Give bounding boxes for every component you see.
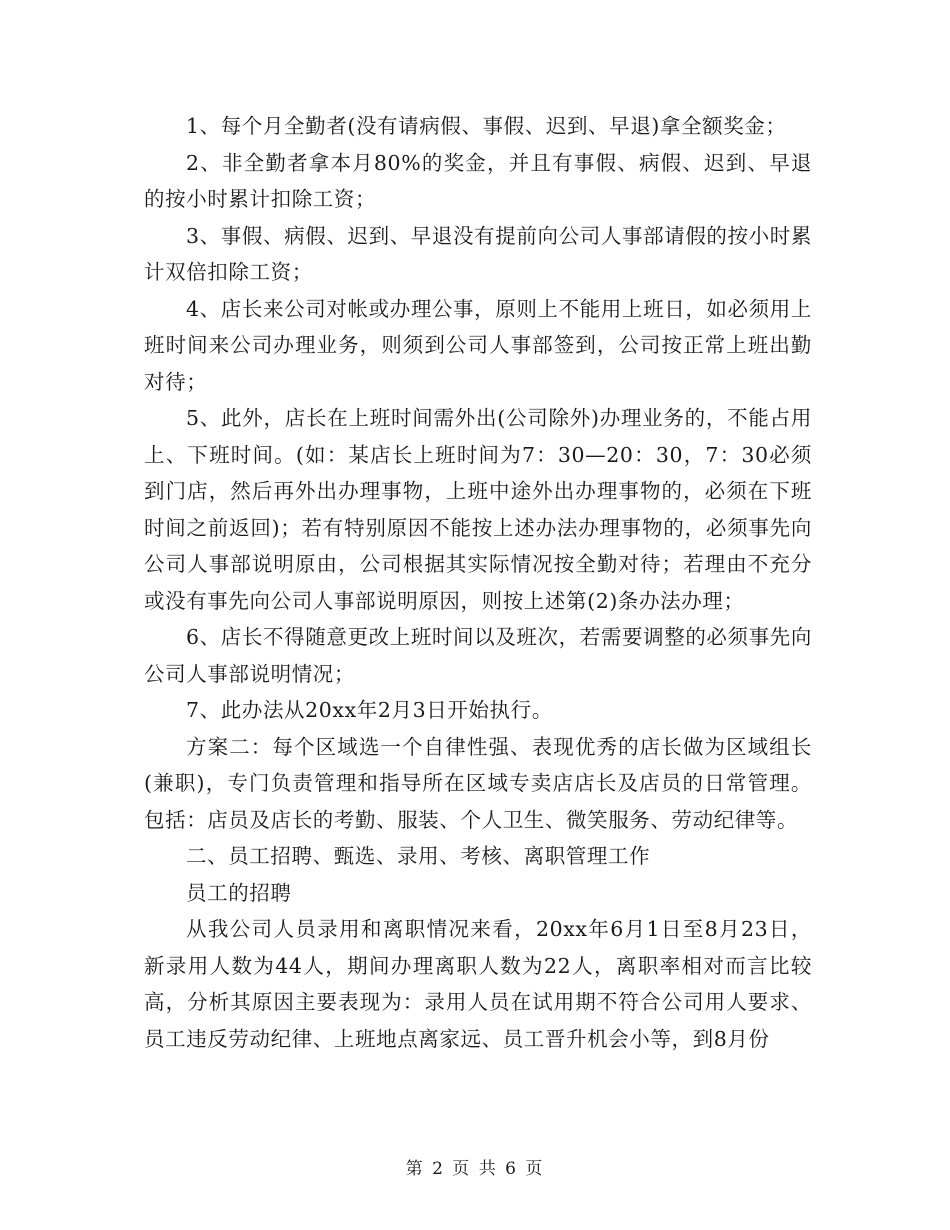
page-number: 第 2 页 共 6 页 bbox=[405, 1159, 545, 1179]
subsection-heading: 员工的招聘 bbox=[186, 880, 292, 905]
section-heading: 二、员工招聘、甄选、录用、考核、离职管理工作 bbox=[186, 844, 651, 868]
rule-item-2: 2、非全勤者拿本月80%的奖金，并且有事假、病假、迟到、早退的按小时累计扣除工资； bbox=[144, 150, 812, 211]
rule-item-3: 3、事假、病假、迟到、早退没有提前向公司人事部请假的按小时累计双倍扣除工资； bbox=[144, 223, 812, 284]
recruitment-paragraph: 从我公司人员录用和离职情况来看，20xx年6月1日至8月23日，新录用人数为44人，期间办理离职人数为22人，离职率相对而言比较高，分析其原因主要表现为：录用人员在试用期不符合公司用人要求、员工违反劳动纪律、上班地点离家远、员工晋升机会小等，到8月份 bbox=[144, 917, 812, 1051]
rule-item-4: 4、店长来公司对帐或办理公事，原则上不能用上班日，如必须用上班时间来公司办理业务，则须到公司人事部签到，公司按正常上班出勤对待； bbox=[144, 296, 812, 394]
rule-item-1: 1、每个月全勤者(没有请病假、事假、迟到、早退)拿全额奖金； bbox=[186, 114, 787, 138]
plan-two-paragraph: 方案二：每个区域选一个自律性强、表现优秀的店长做为区域组长(兼职)，专门负责管理和指导所在区域专卖店店长及店员的日常管理。包括：店员及店长的考勤、服装、个人卫生、微笑服务、劳动纪律等。 bbox=[144, 734, 812, 832]
rule-item-7: 7、此办法从20xx年2月3日开始执行。 bbox=[186, 698, 553, 722]
rule-item-6: 6、店长不得随意更改上班时间以及班次，若需要调整的必须事先向公司人事部说明情况； bbox=[144, 625, 812, 686]
rule-item-5: 5、此外，店长在上班时间需外出(公司除外)办理业务的，不能占用上、下班时间。(如：某店长上班时间为7：30—20：30，7：30必须到门店，然后再外出办理事物，上班中途外出办理事物的，必须在下班时间之前返回)；若有特别原因不能按上述办法办理事物的，必须事先向公司人事部说明原由，公司根据其实际情况按全勤对待；若理由不充分或没有事先向公司人事部说明原因，则按上述第(2)条办法办理； bbox=[144, 406, 812, 613]
document-body bbox=[144, 108, 812, 1057]
